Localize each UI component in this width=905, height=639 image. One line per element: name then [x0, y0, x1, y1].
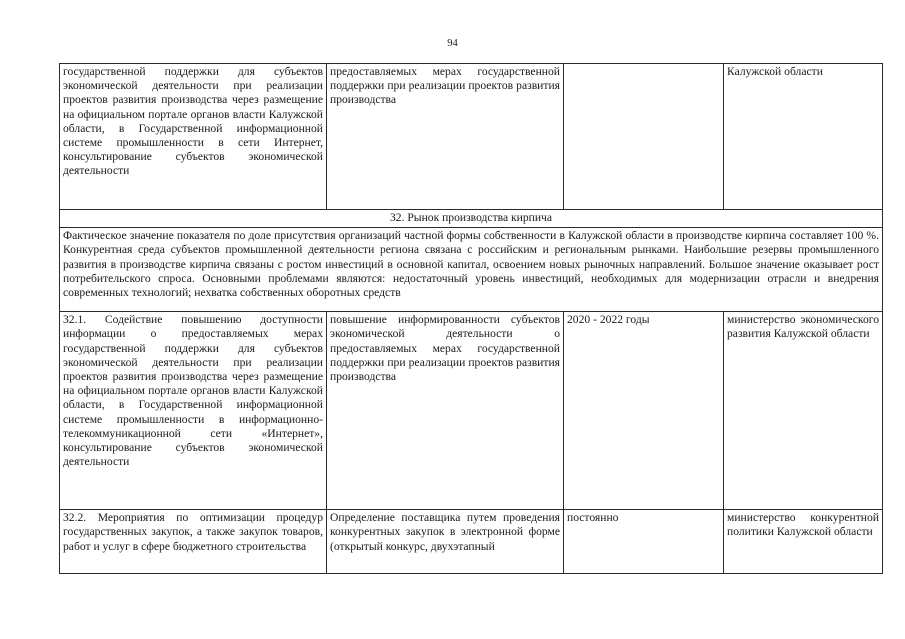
measure-cell: государственной поддержки для субъектов экономической деятельности при реализации проектов развития производства через размещение на официальном портале органов власти Калужской области, в Государственной информационной системе промышленности в сети Интернет, консультирование субъектов экономической деятельности [60, 64, 327, 210]
executor-cell: Калужской области [724, 64, 883, 210]
measure-cell: 32.1. Содействие повышению доступности информации о предоставляемых мерах государственной поддержки для субъектов экономической деятельности при реализации проектов развития производства через размещение на официальном портале органов власти Калужской области, в Государственной информационной системе промышленности в информационно-телекоммуникационной сети «Интернет», консультирование субъектов экономической деятельности [60, 312, 327, 510]
executor-cell: министерство экономического развития Калужской области [724, 312, 883, 510]
table-row [60, 312, 883, 510]
measure-cell: 32.2. Мероприятия по оптимизации процедур государственных закупок, а также закупок товаров, работ и услуг в сфере бюджетного строительства [60, 510, 327, 574]
page-number: 94 [447, 38, 458, 49]
measures-table [59, 63, 883, 574]
result-cell: предоставляемых мерах государственной поддержки при реализации проектов развития производства [327, 64, 564, 210]
executor-cell: министерство конкурентной политики Калужской области [724, 510, 883, 574]
table-row [60, 510, 883, 574]
table-row [60, 64, 883, 210]
section-summary: Фактическое значение показателя по доле присутствия организаций частной формы собственности в Калужской области в производстве кирпича составляет 100 %. Конкурентная среда субъектов промышленной деятельности региона связана с российским и региональным рынками. Наибольшие резервы промышленного развития в производстве кирпича связаны с ростом инвестиций в основной капитал, освоением новых рыночных направлений. Большое значение оказывает рост потребительского спроса. Основными проблемами являются: недостаточный уровень инвестиций, необходимых для модернизации отрасли и внедрения современных технологий; нехватка собственных оборотных средств [60, 228, 883, 312]
result-cell: Определение поставщика путем проведения конкурентных закупок в электронной форме (открытый конкурс, двухэтапный [327, 510, 564, 574]
section-title: 32. Рынок производства кирпича [60, 210, 883, 228]
deadline-cell: 2020 - 2022 годы [564, 312, 724, 510]
deadline-cell: постоянно [564, 510, 724, 574]
section-title-row [60, 210, 883, 228]
section-summary-row [60, 228, 883, 312]
deadline-cell [564, 64, 724, 210]
result-cell: повышение информированности субъектов экономической деятельности о предоставляемых мерах государственной поддержки при реализации проектов развития производства [327, 312, 564, 510]
